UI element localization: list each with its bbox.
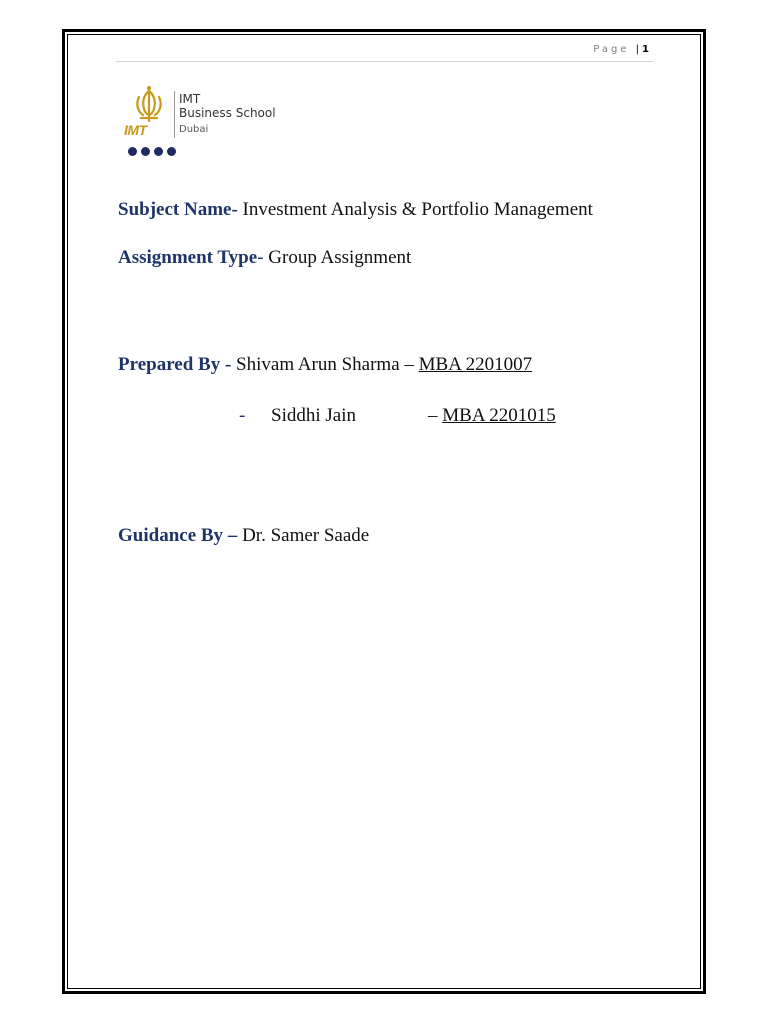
logo-location: Dubai: [179, 124, 209, 135]
member-id: MBA 2201015: [442, 405, 556, 426]
member-name: Shivam Arun Sharma: [236, 354, 400, 375]
imt-logo-mark: IMT: [124, 122, 147, 138]
member-bullet: -: [239, 405, 246, 426]
page-indicator: [593, 44, 649, 55]
member-id: MBA 2201007: [418, 354, 533, 375]
logo-subtitle: Business School: [179, 106, 276, 120]
assignment-label: Assignment Type: [118, 247, 258, 268]
assignment-line: [118, 247, 411, 269]
logo-dots: [128, 143, 180, 154]
subject-line: [118, 199, 593, 221]
subject-value: Investment Analysis & Portfolio Management: [242, 199, 593, 220]
subject-label: Subject Name-: [118, 199, 238, 220]
logo-dot: [154, 147, 163, 156]
guidance-value: Dr. Samer Saade: [242, 525, 370, 546]
logo-title: IMT: [179, 92, 201, 106]
page-border-inner: [67, 34, 701, 989]
guidance-label: Guidance By –: [118, 525, 238, 546]
member-dash: –: [428, 405, 438, 426]
assignment-value: Group Assignment: [268, 247, 412, 268]
prepared-line: [118, 354, 532, 376]
imt-logo: [122, 85, 282, 157]
page-label: Page: [593, 44, 630, 55]
guidance-line: [118, 525, 369, 547]
member-name: Siddhi Jain: [271, 405, 356, 426]
page-separator: |: [635, 44, 640, 55]
logo-dot: [167, 147, 176, 156]
logo-divider: [174, 91, 175, 138]
member-dash: –: [404, 354, 414, 375]
page-number: 1: [642, 44, 649, 55]
logo-dot: [141, 147, 150, 156]
prepared-label: Prepared By -: [118, 354, 232, 375]
member-id-line: [428, 405, 556, 427]
assignment-separator: -: [257, 247, 264, 268]
page-header: [116, 38, 653, 62]
logo-dot: [128, 147, 137, 156]
